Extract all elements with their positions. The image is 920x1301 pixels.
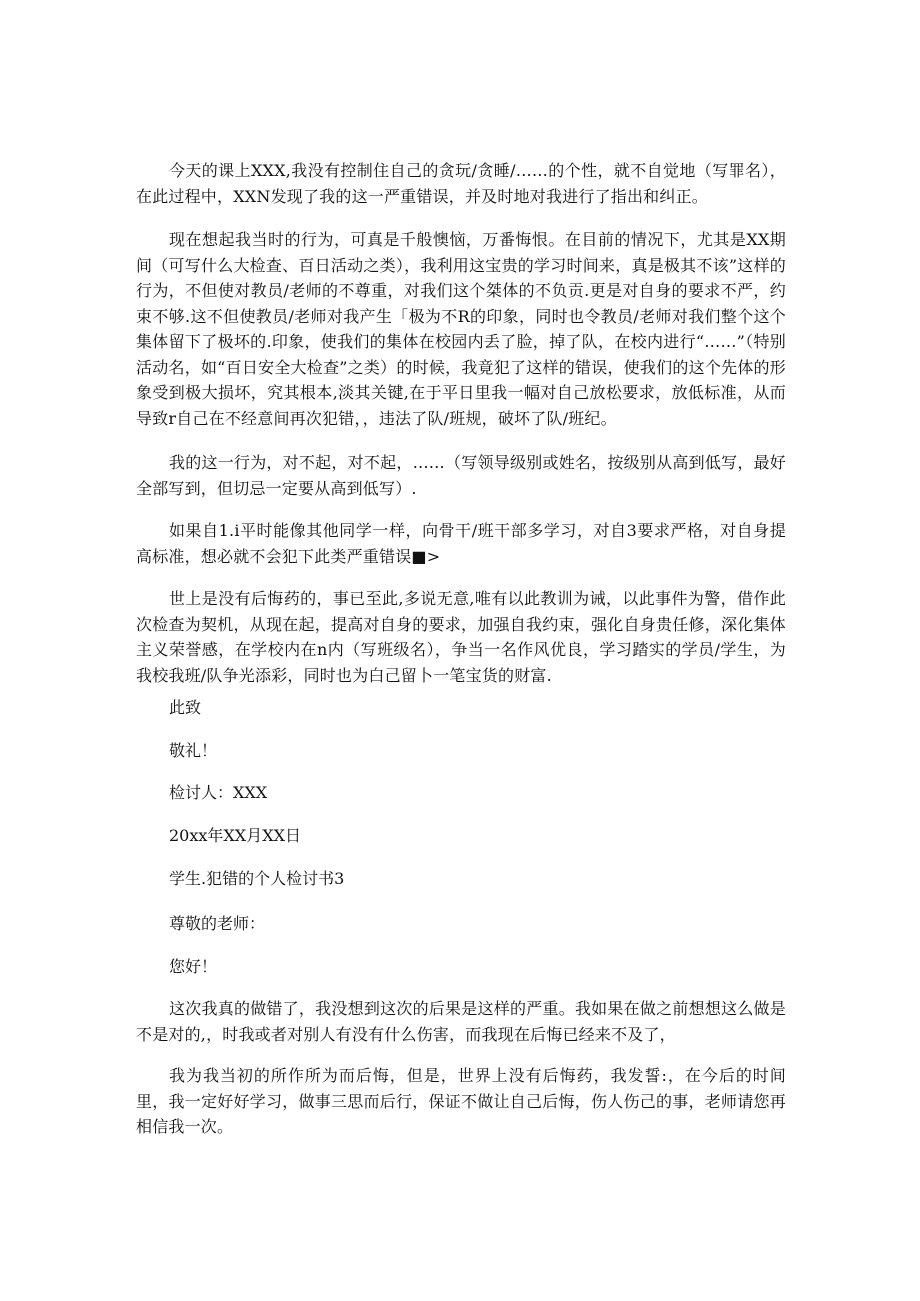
date-line: 20xx年XX月XX日	[169, 826, 301, 845]
section-title: 学生.犯错的个人检讨书3	[169, 869, 345, 888]
paragraph-1: 今天的课上XXX,我没有控制住自己的贪玩/贪睡/……的个性，就不自觉地（写罪名），在此过程中，XXN发现了我的这一严重错误，并及时地对我进行了指出和纠正。	[136, 161, 786, 206]
paragraph-2: 现在想起我当时的行为，可真是千般懊恼，万番悔恨。在目前的情况下，尤其是XX期间（可写什么大检查、百日活动之类），我利用这宝贵的学习时间来，真是极其不该”这样的行为，不但使对教员/老师的不尊重，对我们这个桀体的不负贡.更是对自身的要求不严，约束不够.这不但使教员/老师对我产生「极为不R的印象，同时也令教员/老师对我们整个这个集体留下了极坏的.印象，使我们的集体在校园内丢了脸，掉了队，在校内进行“……”（特别活动名，如“百日安全大检查”之类）的时候，我竟犯了这样的错误，使我们的这个先体的形象受到极大损坏，究其根本,淡其关键,在于平日里我一幅对自己放松要求，放低标准，从而导致r自己在不经意间再次犯错，，违法了队/班规，破坏了队/班纪。	[136, 230, 786, 428]
paragraph-4: 如果自1.i平时能像其他同学一样，向骨干/班干部多学习，对自3要求严格，对自身提高标准，想必就不会犯下此类严重错误■>	[136, 521, 786, 566]
paragraph-3: 我的这一行为，对不起，对不起，……（写领导级别或姓名，按级别从高到低写，最好全部写到，但切忌一定要从高到低写）.	[136, 453, 786, 498]
closing-line: 此致	[169, 698, 202, 717]
greeting-line: 尊敬的老师：	[169, 914, 266, 933]
paragraph-7: 我为我当初的所作所为而后悔，但是，世界上没有后悔药，我发誓:，在今后的时间里，我一定好好学习，做事三思而后行，保证不做让自己后悔，伤人伤己的事，老师请您再相信我一次。	[136, 1066, 786, 1136]
salute-line: 敬礼！	[169, 741, 218, 760]
paragraph-6: 这次我真的做错了，我没想到这次的后果是这样的严重。我如果在做之前想想这么做是不是对的,，时我或者对别人有没有什么伤害，而我现在后悔已经来不及了，	[136, 999, 786, 1044]
paragraph-5: 世上是没有后悔药的，事已至此,多说无意,唯有以此教训为诫，以此事件为警，借作此次检查为契机，从现在起，提高对自身的要求，加强自我约束，强化自身贵任修，深化集体主义荣誉感，在学校内在n内（写班级名），争当一名作风优良，学习踏实的学员/学生，为我校我班/队争光添彩，同时也为白己留卜一笔宝货的财富.	[136, 589, 786, 685]
signer-line: 检讨人：XXX	[169, 783, 268, 802]
hello-line: 您好！	[169, 957, 218, 976]
